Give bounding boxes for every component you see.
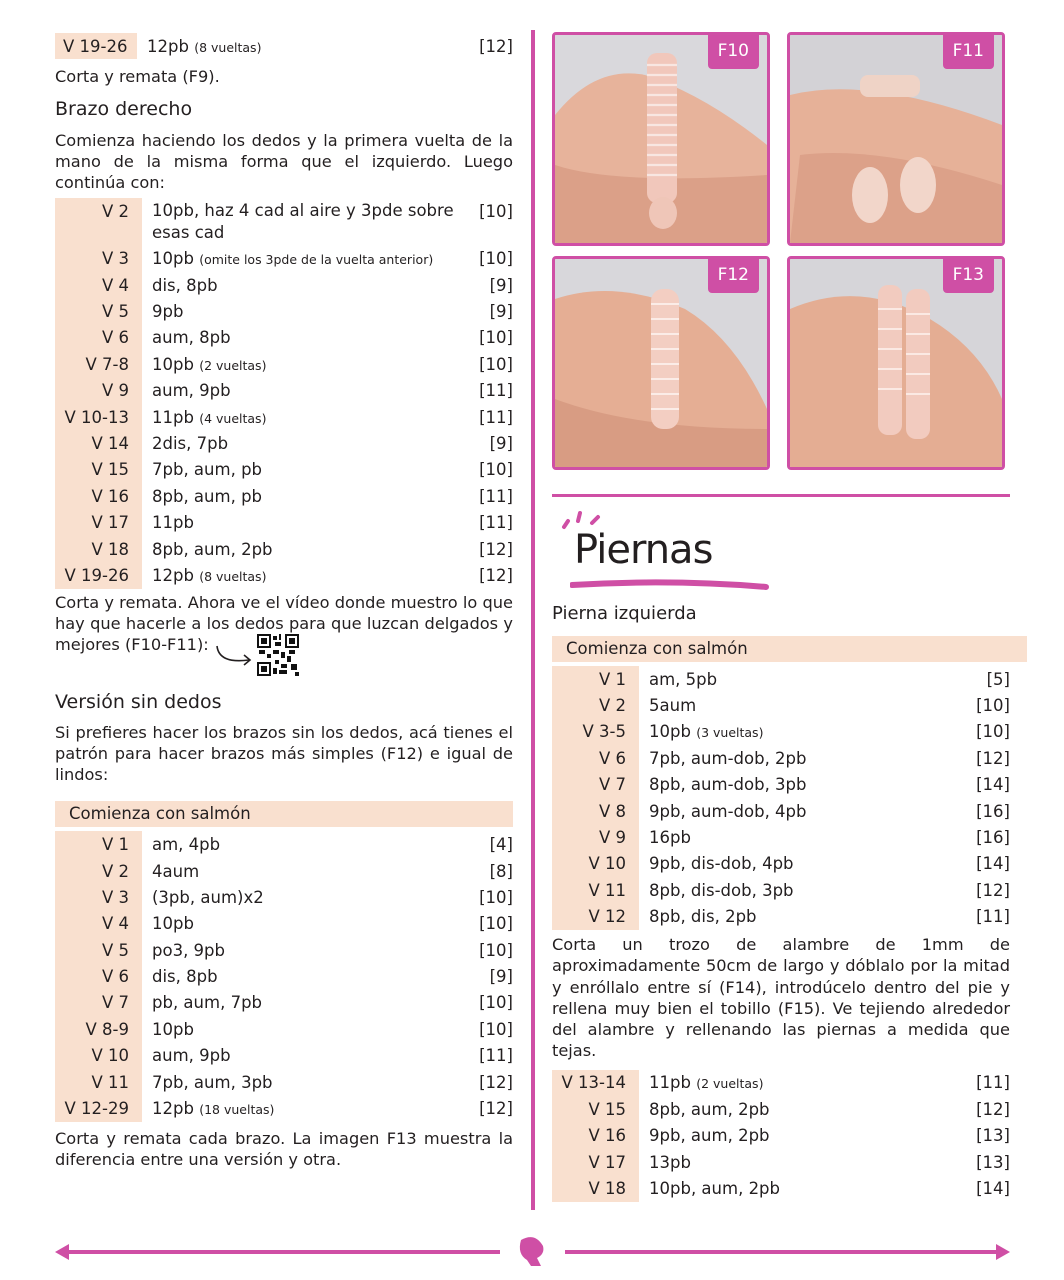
round-instruction: 11pb (4 vueltas) [152,407,267,427]
round-label: V 1 [55,831,142,857]
round-label: V 10-13 [55,404,142,430]
top-row-table [55,33,513,59]
round-label: V 18 [55,536,142,562]
round-instruction: 10pb (omite los 3pde de la vuelta anterior) [152,249,434,269]
round-instruction: 12pb (8 vueltas) [152,565,267,585]
round-label: V 11 [552,877,639,903]
table-row [55,937,513,963]
stitch-count: [12] [976,1099,1010,1119]
round-instruction: dis, 8pb [152,275,218,295]
qr-code[interactable] [257,634,299,680]
stitch-count: [4] [489,835,513,855]
round-instruction: 7pb, aum-dob, 2pb [649,748,807,768]
brush-underline [570,577,770,593]
round-instruction: 9pb, aum-dob, 4pb [649,801,807,821]
table-row [55,298,513,324]
round-instruction: 7pb, aum, pb [152,460,263,480]
table-row [55,430,513,456]
stitch-count: [12] [479,565,513,585]
photo-f11 [787,32,1005,246]
table-row [552,772,1010,798]
stitch-count: [8] [489,861,513,881]
round-instruction: aum, 9pb [152,381,231,401]
round-instruction: 8pb, dis-dob, 3pb [649,880,794,900]
table-row [55,457,513,483]
round-label: V 10 [552,851,639,877]
round-instruction: 12pb (18 vueltas) [152,1099,275,1119]
round-instruction: 9pb, aum, 2pb [649,1126,770,1146]
round-label: V 7-8 [55,351,142,377]
table-row [552,1175,1010,1201]
photo-tag: F12 [708,259,759,293]
table-row [552,692,1010,718]
photo-f13 [787,256,1005,470]
round-label: V 5 [55,298,142,324]
round-label: V 13-14 [552,1070,639,1096]
round-instruction: 10pb (3 vueltas) [649,722,764,742]
photo-tag: F13 [943,259,994,293]
round-instruction: 11pb (2 vueltas) [649,1073,764,1093]
round-instruction: pb, aum, 7pb [152,993,263,1013]
stitch-count: [12] [479,1099,513,1119]
round-label: V 2 [552,692,639,718]
table-row [55,198,513,246]
stitch-count: [11] [479,513,513,533]
round-label: V 7 [55,990,142,1016]
footer-ornament [55,1232,1010,1272]
round-label: V 16 [552,1122,639,1148]
round-instruction: 9pb [152,302,184,322]
stitch-count: [10] [479,1019,513,1039]
round-label: V 2 [55,858,142,884]
table-row [55,1043,513,1069]
pierna-izquierda-heading: Pierna izquierda [552,603,697,624]
table-row [552,719,1010,745]
table-row [552,798,1010,824]
corta-final-text: Corta y remata cada brazo. La imagen F13 muestra la diferencia entre una versión y otra. [55,1128,513,1170]
corta-f9-text: Corta y remata (F9). [55,67,220,87]
round-label: V 15 [55,457,142,483]
stitch-count: [16] [976,801,1010,821]
round-instruction: 11pb [152,513,194,533]
round-instruction: 9pb, dis-dob, 4pb [649,854,794,874]
stitch-count: [10] [976,696,1010,716]
piernas-title: Piernas [574,527,713,573]
stitch-count: [9] [489,967,513,987]
right-column [552,30,1010,1202]
photo-f12 [552,256,770,470]
round-label: V 3-5 [552,719,639,745]
stitch-count: [10] [479,887,513,907]
curved-arrow-icon [213,644,257,668]
table-row [55,325,513,351]
round-label: V 18 [552,1175,639,1201]
round-label: V 10 [55,1043,142,1069]
round-label: V 6 [55,325,142,351]
table-row [55,246,513,272]
photo-tag: F11 [943,35,994,69]
round-instruction: 5aum [649,696,697,716]
version-sin-dedos-table [55,831,513,1121]
round-label: V 15 [552,1096,639,1122]
round-instruction: 13pb [649,1152,691,1172]
round-label: V 1 [552,666,639,692]
table-row [55,963,513,989]
round-instruction: am, 4pb [152,835,221,855]
stitch-count: [10] [479,249,513,269]
round-instruction: 8pb, aum, 2pb [649,1099,770,1119]
table-row [55,1016,513,1042]
round-label: V 19-26 [55,33,137,59]
table-row [552,824,1010,850]
stitch-count: [14] [976,854,1010,874]
stitch-count: [11] [976,1073,1010,1093]
table-row [552,745,1010,771]
stitch-count: [12] [976,880,1010,900]
round-label: V 14 [55,430,142,456]
stitch-count: [11] [976,907,1010,927]
alambre-text: Corta un trozo de alambre de 1mm de aproximadamente 50cm de largo y dóblalo por la mitad y enróllalo entre sí (F14), introdúcelo dentro del pie y rellena muy bien el tobillo (F15). Ve tejiendo alrededor del alambre y rellenando las piernas a medida que tejas. [552,934,1010,1061]
table-row [55,483,513,509]
stitch-count: [12] [976,748,1010,768]
brazo-derecho-table [55,198,513,589]
round-instruction: dis, 8pb [152,967,218,987]
column-divider [531,30,535,1210]
round-instruction: 7pb, aum, 3pb [152,1072,273,1092]
table-row [55,884,513,910]
round-label: V 4 [55,911,142,937]
round-instruction: 8pb, dis, 2pb [649,907,757,927]
table-row [55,1069,513,1095]
table-row [552,1096,1010,1122]
round-label: V 6 [55,963,142,989]
photo-f10 [552,32,770,246]
version-sin-dedos-heading: Versión sin dedos [55,690,222,713]
round-instruction: 10pb [152,1019,194,1039]
round-label: V 7 [552,772,639,798]
round-instruction: 10pb, haz 4 cad al aire y 3pde sobre esas cad [152,200,454,242]
stitch-count: [10] [479,328,513,348]
table-row [55,562,513,588]
round-instruction: 4aum [152,861,200,881]
stitch-count: [10] [479,914,513,934]
table-row [552,1122,1010,1148]
brazo-derecho-heading: Brazo derecho [55,97,193,120]
round-label: V 11 [55,1069,142,1095]
round-instruction: aum, 8pb [152,328,231,348]
round-label: V 5 [55,937,142,963]
photo-tag: F10 [708,35,759,69]
round-label: V 8 [552,798,639,824]
round-label: V 19-26 [55,562,142,588]
round-instruction: 10pb [152,914,194,934]
version-sin-dedos-intro: Si prefieres hacer los brazos sin los dedos, acá tienes el patrón para hacer brazos más simples (F12) e igual de lindos: [55,722,513,785]
table-row [55,272,513,298]
stitch-count: [10] [479,940,513,960]
table-row [55,831,513,857]
round-label: V 9 [55,378,142,404]
stitch-count: [11] [479,1046,513,1066]
round-instruction: po3, 9pb [152,940,226,960]
round-label: V 12 [552,904,639,930]
stitch-count: [14] [976,1178,1010,1198]
table-row [55,990,513,1016]
table-row [55,378,513,404]
round-label: V 2 [55,198,142,246]
stitch-count: [9] [489,434,513,453]
round-label: V 17 [552,1149,639,1175]
stitch-count: [9] [489,275,513,295]
round-instruction: 8pb, aum, 2pb [152,539,273,559]
photo-grid [552,30,1010,472]
round-label: V 12-29 [55,1095,142,1121]
table-row [55,404,513,430]
round-instruction: 16pb [649,828,691,848]
stitch-count: [11] [479,486,513,506]
round-instruction: 8pb, aum, pb [152,486,263,506]
round-instruction: 10pb, aum, 2pb [649,1178,781,1198]
table-row [55,1095,513,1121]
table-row [55,536,513,562]
round-label: V 6 [552,745,639,771]
stitch-count: [13] [976,1126,1010,1146]
stitch-count: [5] [986,669,1010,689]
table-row [55,351,513,377]
round-instruction: aum, 9pb [152,1046,231,1066]
round-instruction: 12pb (8 vueltas) [147,36,262,56]
round-instruction: (3pb, aum)x2 [152,887,264,907]
table-row [55,911,513,937]
round-label: V 3 [55,246,142,272]
left-column [55,30,513,1170]
pierna-table-b [552,1070,1010,1202]
stitch-count: [16] [976,828,1010,848]
table-row [55,858,513,884]
stitch-count: [12] [479,1072,513,1092]
table-row [552,666,1010,692]
pierna-table-a [552,666,1010,930]
stitch-count: [12] [479,539,513,559]
stitch-count: [10] [976,722,1010,742]
round-instruction: 2dis, 7pb [152,434,229,453]
comienza-salmon-label: Comienza con salmón [552,636,1027,662]
stitch-count: [11] [479,407,513,427]
stitch-count: [10] [479,460,513,480]
stitch-count: [10] [479,993,513,1013]
table-row [55,33,513,59]
round-instruction: 10pb (2 vueltas) [152,354,267,374]
table-row [552,904,1010,930]
piernas-header [552,503,1010,593]
section-rule [552,494,1010,497]
table-row [55,509,513,535]
round-instruction: 8pb, aum-dob, 3pb [649,775,807,795]
table-row [552,877,1010,903]
stitch-count: [10] [479,354,513,374]
corta-video-text: Corta y remata. Ahora ve el vídeo donde muestro lo que hay que hacerle a los dedos para que luzcan delgados y mejores (F10-F11): [55,592,513,655]
table-row [552,1149,1010,1175]
stitch-count: [10] [479,201,513,221]
stitch-count: [12] [479,36,513,56]
stitch-count: [9] [489,302,513,322]
stitch-count: [14] [976,775,1010,795]
stitch-count: [11] [479,381,513,401]
round-label: V 8-9 [55,1016,142,1042]
stitch-count: [13] [976,1152,1010,1172]
table-row [552,1070,1010,1096]
table-row [552,851,1010,877]
round-label: V 9 [552,824,639,850]
round-label: V 4 [55,272,142,298]
brazo-derecho-intro: Comienza haciendo los dedos y la primera vuelta de la mano de la misma forma que el izquierdo. Luego continúa con: [55,130,513,193]
round-label: V 17 [55,509,142,535]
round-label: V 16 [55,483,142,509]
round-instruction: am, 5pb [649,669,718,689]
comienza-salmon-label: Comienza con salmón [55,801,513,827]
round-label: V 3 [55,884,142,910]
